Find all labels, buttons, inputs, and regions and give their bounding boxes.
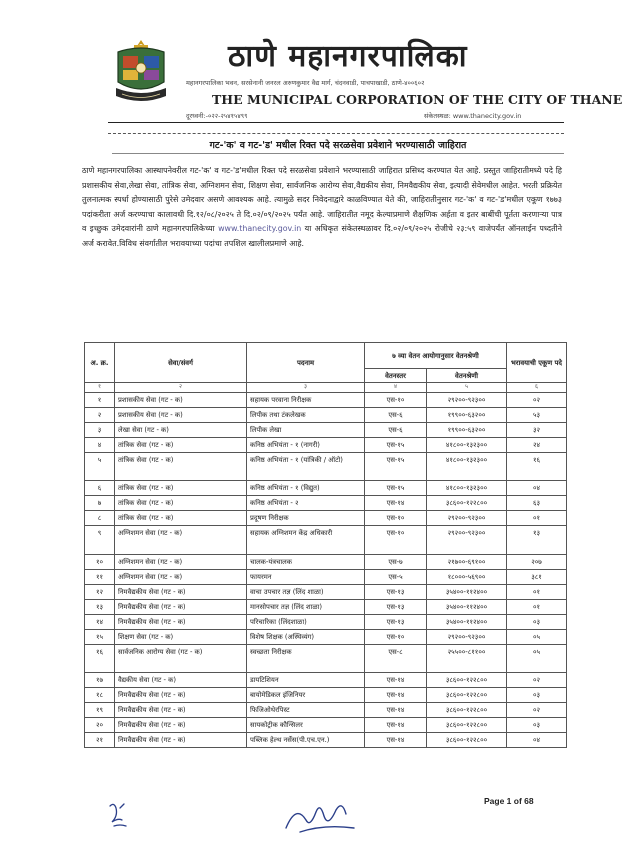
cell-pay-scale: ४१८००-१३२३०० (427, 481, 507, 496)
cell-pay-scale: २१७००-६९१०० (427, 554, 507, 569)
column-number-row (85, 383, 567, 393)
table-row (85, 453, 567, 481)
cell-post: प्रदूषण निरीक्षक (247, 511, 365, 526)
notice-title: गट-'क' व गट-'ड' मधील रिक्त पदे सरळसेवा प्रवेशाने भरण्यासाठी जाहिरात (209, 140, 467, 151)
cell-service: अग्निशमन सेवा (गट - क) (115, 569, 247, 584)
cell-vacancy-count: ०२ (507, 393, 567, 408)
table-row (85, 511, 567, 526)
header-divider-dashed (108, 133, 564, 134)
cell-sr: १४ (85, 614, 115, 629)
table-row (85, 496, 567, 511)
cell-pay-level: एस-५ (365, 569, 427, 584)
notice-website-link[interactable]: www.thanecity.gov.in (218, 224, 302, 234)
cell-sr: १३ (85, 599, 115, 614)
corporation-website[interactable]: संकेतस्थळ: www.thanecity.gov.in (424, 112, 522, 120)
cell-sr: ७ (85, 496, 115, 511)
cell-pay-scale: ३८६००-१२२८०० (427, 496, 507, 511)
cell-post: बायोमेडिकल इंजिनियर (247, 688, 365, 703)
cell-pay-scale: ३५४००-११२४०० (427, 584, 507, 599)
cell-sr: १ (85, 393, 115, 408)
cell-pay-level: एस-१४ (365, 703, 427, 718)
cell-service: निमवैद्यकीय सेवा (गट - क) (115, 614, 247, 629)
table-row (85, 408, 567, 423)
cell-vacancy-count: ०४ (507, 481, 567, 496)
cell-vacancy-count: २०७ (507, 554, 567, 569)
cell-sr: १५ (85, 629, 115, 644)
table-row (85, 718, 567, 733)
cell-vacancy-count: १६ (507, 453, 567, 481)
cell-pay-scale: ३८६००-१२२८०० (427, 718, 507, 733)
cell-sr: २१ (85, 733, 115, 748)
column-number: ५ (427, 383, 507, 393)
cell-service: तांत्रिक सेवा (गट - क) (115, 453, 247, 481)
cell-pay-level: एस-१० (365, 393, 427, 408)
cell-post: परिचारिका (लिंदशाळा) (247, 614, 365, 629)
cell-vacancy-count: ०१ (507, 599, 567, 614)
cell-pay-level: एस-१५ (365, 481, 427, 496)
cell-service: तांत्रिक सेवा (गट - क) (115, 438, 247, 453)
table-row (85, 673, 567, 688)
cell-vacancy-count: ०२ (507, 703, 567, 718)
cell-vacancy-count: १३ (507, 526, 567, 554)
cell-pay-scale: २९२००-९२३०० (427, 629, 507, 644)
header-post: पदनाम (247, 343, 365, 383)
cell-vacancy-count: ०३ (507, 614, 567, 629)
cell-post: लिपीक लेखा (247, 423, 365, 438)
cell-sr: १६ (85, 644, 115, 672)
title-underline (112, 153, 564, 154)
cell-post: डायटिशियन (247, 673, 365, 688)
cell-sr: ६ (85, 481, 115, 496)
cell-service: प्रशासकीय सेवा (गट - क) (115, 408, 247, 423)
initials-signature-icon (106, 800, 130, 830)
table-row (85, 688, 567, 703)
table-row (85, 423, 567, 438)
cell-post: कनिष्ठ अभियंता - १ (यांत्रिकी / ऑटो) (247, 453, 365, 481)
cell-post: फायरमन (247, 569, 365, 584)
cell-post: सहायक अग्निशमन केंद्र अधिकारी (247, 526, 365, 554)
cell-service: निमवैद्यकीय सेवा (गट - क) (115, 599, 247, 614)
cell-vacancy-count: ५३ (507, 408, 567, 423)
cell-pay-level: एस-६ (365, 408, 427, 423)
cell-vacancy-count: ०५ (507, 629, 567, 644)
corporation-name-english: THE MUNICIPAL CORPORATION OF THE CITY OF THANE (212, 92, 623, 107)
header-pay-level: वेतनस्तर (365, 369, 427, 383)
table-row (85, 438, 567, 453)
cell-pay-scale: ३८६००-१२२८०० (427, 703, 507, 718)
header-pay-scale: वेतनश्रेणी (427, 369, 507, 383)
table-row (85, 703, 567, 718)
cell-vacancy-count: ०४ (507, 733, 567, 748)
cell-pay-scale: ३८६००-१२२८०० (427, 673, 507, 688)
page-number: Page 1 of 68 (484, 796, 534, 806)
cell-pay-level: एस-१४ (365, 718, 427, 733)
cell-pay-scale: १९९००-६३२०० (427, 408, 507, 423)
table-row (85, 526, 567, 554)
header-pay-commission: ७ व्या वेतन आयोगानुसार वेतनश्रेणी (365, 343, 507, 369)
cell-post: मानसोपचार तज्ञ (लिंद शाळा) (247, 599, 365, 614)
notice-text-intro: ठाणे महानगरपालिका आस्थापनेवरील गट-'क' व गट-'ड'मधील रिक्त पदे सरळसेवा प्रवेशाने भरण्यासाठी जाहिरात प्रसिध्द करण्यात येत आहे. प्रस्तुत जाहिरातीमध्ये पदे हि प्रशासकीय सेवा,लेखा सेवा, तांत्रिक सेवा, अग्निशमन सेवा, शिक्षण सेवा, सार्वजनिक आरोग्य सेवा,वैद्यकीय सेवा, निमवैद्यकीय सेवा, इत्यादी सेवेमधील आहेत. भरती प्रक्रियेत तुलनात्मक स्पर्धा होण्यासाठी पुरेसे उमेदवार असणे आवश्यक आहे. त्यामुळे सदर निवेदनाद्वारे काळविण्यात येते की, जाहिरातीनुसार गट-'क' व गट-'ड'मधील एकूण १७७३ पदांकरीता अर्ज करण्याचा कालावधी दि.१२/०८/२०२५ ते दि.०२/०९/२०२५ पर्यंत आहे. जाहिरातीत नमूद केल्याप्रमाणे शैक्षणिक अर्हता व इतर बाबींची पूर्तता करणाऱ्या पात्र व इच्छुक उमेदवारांनी ठाणे महानगरपालिकेच्या (82, 166, 562, 234)
cell-sr: ३ (85, 423, 115, 438)
cell-pay-scale: ३८६००-१२२८०० (427, 688, 507, 703)
cell-sr: ११ (85, 569, 115, 584)
cell-service: निमवैद्यकीय सेवा (गट - क) (115, 703, 247, 718)
table-row (85, 614, 567, 629)
cell-pay-scale: १८०००-५६९०० (427, 569, 507, 584)
column-number: २ (115, 383, 247, 393)
cell-pay-scale: २९२००-९२३०० (427, 393, 507, 408)
cell-pay-level: एस-६ (365, 423, 427, 438)
cell-pay-scale: ३५४००-११२४०० (427, 614, 507, 629)
cell-vacancy-count: ३२ (507, 423, 567, 438)
cell-post: वाचा उपचार तज्ञ (लिंद शाळा) (247, 584, 365, 599)
cell-vacancy-count: ३८१ (507, 569, 567, 584)
corporation-name-marathi: ठाणे महानगरपालिका (228, 39, 468, 74)
cell-sr: ८ (85, 511, 115, 526)
table-row (85, 393, 567, 408)
cell-service: वैद्यकीय सेवा (गट - क) (115, 673, 247, 688)
cell-vacancy-count: ०३ (507, 688, 567, 703)
corporation-phone: दूरध्वनी:-०२२-२५४१५४९९ (186, 112, 248, 120)
cell-vacancy-count: ०२ (507, 673, 567, 688)
cell-service: लेखा सेवा (गट - क) (115, 423, 247, 438)
cell-post: लिपीक तथा टंकलेखक (247, 408, 365, 423)
table-row (85, 629, 567, 644)
cell-pay-level: एस-१४ (365, 688, 427, 703)
cell-pay-level: एस-१५ (365, 438, 427, 453)
cell-service: तांत्रिक सेवा (गट - क) (115, 511, 247, 526)
column-number: १ (85, 383, 115, 393)
column-number: ६ (507, 383, 567, 393)
cell-pay-level: एस-१४ (365, 733, 427, 748)
cell-service: निमवैद्यकीय सेवा (गट - क) (115, 688, 247, 703)
cell-pay-level: एस-१३ (365, 584, 427, 599)
cell-vacancy-count: ०१ (507, 584, 567, 599)
cell-pay-level: एस-८ (365, 644, 427, 672)
cell-pay-level: एस-१३ (365, 599, 427, 614)
cell-pay-scale: ४१८००-१३२३०० (427, 453, 507, 481)
notice-text-closing: या अधिकृत संकेतस्थळावर दि.०२/०९/२०२५ रोजीचे २३:५९ वाजेपर्यंत ऑनलाईन पध्दतीने अर्ज करावेत.विविध संवर्गातील भरावयाच्या पदांचा तपशिल खालीलप्रमाणे आहे. (82, 224, 562, 248)
cell-vacancy-count: २४ (507, 438, 567, 453)
header-vacancies: भरावयाची एकूण पदे (507, 343, 567, 383)
thane-corporation-emblem-icon (112, 38, 170, 108)
cell-pay-level: एस-१० (365, 526, 427, 554)
table-row (85, 599, 567, 614)
cell-sr: १९ (85, 703, 115, 718)
cell-service: तांत्रिक सेवा (गट - क) (115, 496, 247, 511)
cell-sr: ५ (85, 453, 115, 481)
cell-service: प्रशासकीय सेवा (गट - क) (115, 393, 247, 408)
cell-pay-scale: ३५४००-११२४०० (427, 599, 507, 614)
cell-service: निमवैद्यकीय सेवा (गट - क) (115, 718, 247, 733)
cell-sr: २० (85, 718, 115, 733)
header-sr-no: अ. क्र. (85, 343, 115, 383)
cell-pay-level: एस-१० (365, 629, 427, 644)
cell-sr: ४ (85, 438, 115, 453)
table-row (85, 481, 567, 496)
cell-vacancy-count: ०५ (507, 644, 567, 672)
cell-service: अग्निशमन सेवा (गट - क) (115, 554, 247, 569)
cell-service: तांत्रिक सेवा (गट - क) (115, 481, 247, 496)
header-service: सेवा/संवर्ग (115, 343, 247, 383)
cell-pay-scale: २५५००-८११०० (427, 644, 507, 672)
table-row (85, 584, 567, 599)
officer-signature-icon (280, 798, 360, 836)
cell-pay-scale: ४१८००-१३२३०० (427, 438, 507, 453)
cell-post: पब्लिक हेल्थ नर्सेस(पी.एच.एन.) (247, 733, 365, 748)
corporation-address: महानगरपालिका भवन, सरसेनानी जनरल अरुणकुमार वैद्य मार्ग, चंदनवाडी, पाचपाखाडी, ठाणे-४००६०२ (186, 79, 425, 87)
cell-post: कनिष्ठ अभियंता - २ (247, 496, 365, 511)
table-row (85, 554, 567, 569)
cell-pay-scale: १९९००-६३२०० (427, 423, 507, 438)
header-divider (108, 122, 564, 123)
cell-pay-level: एस-१३ (365, 614, 427, 629)
cell-post: स्वच्छता निरीक्षक (247, 644, 365, 672)
cell-post: फिजिओथेरपिस्ट (247, 703, 365, 718)
cell-post: विशेष शिक्षक (अस्थिव्यंग) (247, 629, 365, 644)
vacancy-table (84, 342, 567, 748)
notice-paragraph (82, 164, 562, 252)
table-row (85, 733, 567, 748)
cell-pay-level: एस-१० (365, 511, 427, 526)
cell-post: कनिष्ठ अभियंता - १ (विद्युत) (247, 481, 365, 496)
cell-vacancy-count: ६३ (507, 496, 567, 511)
column-number: ३ (247, 383, 365, 393)
table-row (85, 569, 567, 584)
column-number: ४ (365, 383, 427, 393)
cell-service: निमवैद्यकीय सेवा (गट - क) (115, 733, 247, 748)
table-row (85, 644, 567, 672)
cell-sr: १० (85, 554, 115, 569)
cell-vacancy-count: ०१ (507, 511, 567, 526)
cell-pay-scale: २९२००-९२३०० (427, 526, 507, 554)
cell-post: सायकोट्रीक कौन्सिलर (247, 718, 365, 733)
cell-post: चालक-यंत्रचालक (247, 554, 365, 569)
cell-post: सहायक परवाना निरीक्षक (247, 393, 365, 408)
cell-pay-level: एस-७ (365, 554, 427, 569)
cell-service: शिक्षण सेवा (गट - क) (115, 629, 247, 644)
cell-pay-level: एस-१४ (365, 673, 427, 688)
cell-service: निमवैद्यकीय सेवा (गट - क) (115, 584, 247, 599)
cell-service: अग्निशमन सेवा (गट - क) (115, 526, 247, 554)
cell-pay-scale: ३८६००-१२२८०० (427, 733, 507, 748)
cell-sr: २ (85, 408, 115, 423)
cell-service: सार्वजनिक आरोग्य सेवा (गट - क) (115, 644, 247, 672)
cell-sr: १८ (85, 688, 115, 703)
cell-sr: १७ (85, 673, 115, 688)
cell-vacancy-count: ०३ (507, 718, 567, 733)
cell-sr: १२ (85, 584, 115, 599)
cell-post: कनिष्ठ अभियंता - १ (नागरी) (247, 438, 365, 453)
cell-pay-level: एस-१५ (365, 453, 427, 481)
cell-pay-level: एस-१४ (365, 496, 427, 511)
cell-pay-scale: २९२००-९२३०० (427, 511, 507, 526)
cell-sr: ९ (85, 526, 115, 554)
